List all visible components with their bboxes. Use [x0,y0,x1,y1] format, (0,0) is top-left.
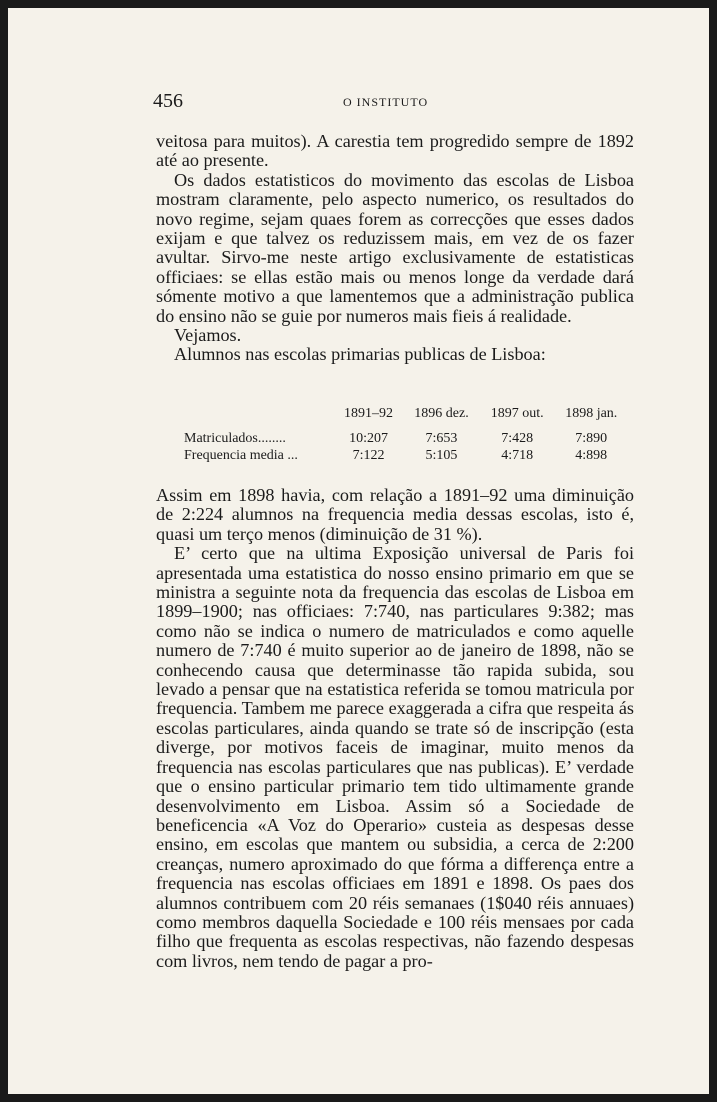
table-header-row [168,406,628,430]
table-intro-line: Alumnos nas escolas primarias publicas de Lisboa: [174,344,546,365]
vejamos-line: Vejamos. [174,325,242,346]
scanned-page [8,8,709,1094]
intro-text [156,132,634,365]
column-header: 1891–92 [344,406,394,421]
page-number: 456 [153,90,183,112]
row-label: Frequencia media ... [184,448,298,463]
continuation-paragraph: veitosa para muitos). A carestia tem progredido sempre de 1892 até ao presente. [156,131,634,171]
diminution-paragraph: Assim em 1898 havia, com relação a 1891–92 uma diminuição de 2:224 alumnos na frequencia media dessas escolas, isto é, quasi um terço menos (diminuição de 31 %). [156,485,634,544]
column-header: 1896 dez. [414,406,469,421]
table-cell: 7:890 [575,431,608,446]
column-header: 1897 out. [490,406,544,421]
row-label: Matriculados........ [184,431,286,446]
journal-title: O INSTITUTO [343,95,429,109]
table-cell: 7:122 [352,448,385,463]
table-row [168,447,628,464]
table-cell: 4:718 [501,448,534,463]
table-corner [168,406,334,430]
table-cell: 5:105 [425,448,458,463]
body-text [156,486,634,971]
table-cell: 4:898 [575,448,608,463]
enrollment-table [168,406,628,464]
table-cell: 10:207 [349,431,388,446]
running-head [8,90,709,114]
table-cell: 7:428 [501,431,534,446]
exposition-paragraph: E’ certo que na ultima Exposição universal de Paris foi apresentada uma estatistica do nosso ensino primario em que se ministra a seguinte nota da frequencia das escolas de Lisboa em 1899–1900; nas officiaes: 7:740, nas particulares 9:382; mas como não se indica o numero de matriculados e como aquelle numero de 7:740 é muito superior ao de janeiro de 1898, não se conhecendo causa que determinasse tão rapida subida, sou levado a pensar que na estatistica referida se tomou matricula por frequencia. Tambem me parece exaggerada a cifra que respeita ás escolas particulares, ainda quando se trate só de inscripção (esta diverge, por motivos faceis de imaginar, muito menos da frequencia nas escolas particulares que nas publicas). E’ verdade que o ensino particular primario tem tido ultimamente grande desenvolvimento em Lisboa. Assim só a Sociedade de beneficencia «A Voz do Operario» custeia as despesas desse ensino, em escolas que mantem ou subsidia, a cerca de 2:200 creanças, numero aproximado do que fórma a differença entre a frequencia nas escolas officiaes em 1891 e 1898. Os paes dos alumnos contribuem com 20 réis semanaes (1$040 réis annuaes) como membros daquella Sociedade e 100 réis mensaes por cada filho que frequenta as escolas respectivas, não fazendo despesas com livros, nem tendo de pagar a pro- [156,543,634,971]
table-row [168,430,628,447]
statistics-paragraph: Os dados estatisticos do movimento das escolas de Lisboa mostram claramente, pelo aspecto numerico, os resultados do novo regime, sejam quaes forem as correcções que esses dados exijam e que talvez os reduzissem mais, em vez de os fazer avultar. Sirvo-me neste artigo exclusivamente de estatisticas officiaes: se ellas estão mais ou menos longe da verdade dará sómente motivo a que lamentemos que a administração publica do ensino não se guie por numeros mais fieis á realidade. [156,169,634,326]
column-header: 1898 jan. [565,406,618,421]
table-cell: 7:653 [425,431,458,446]
